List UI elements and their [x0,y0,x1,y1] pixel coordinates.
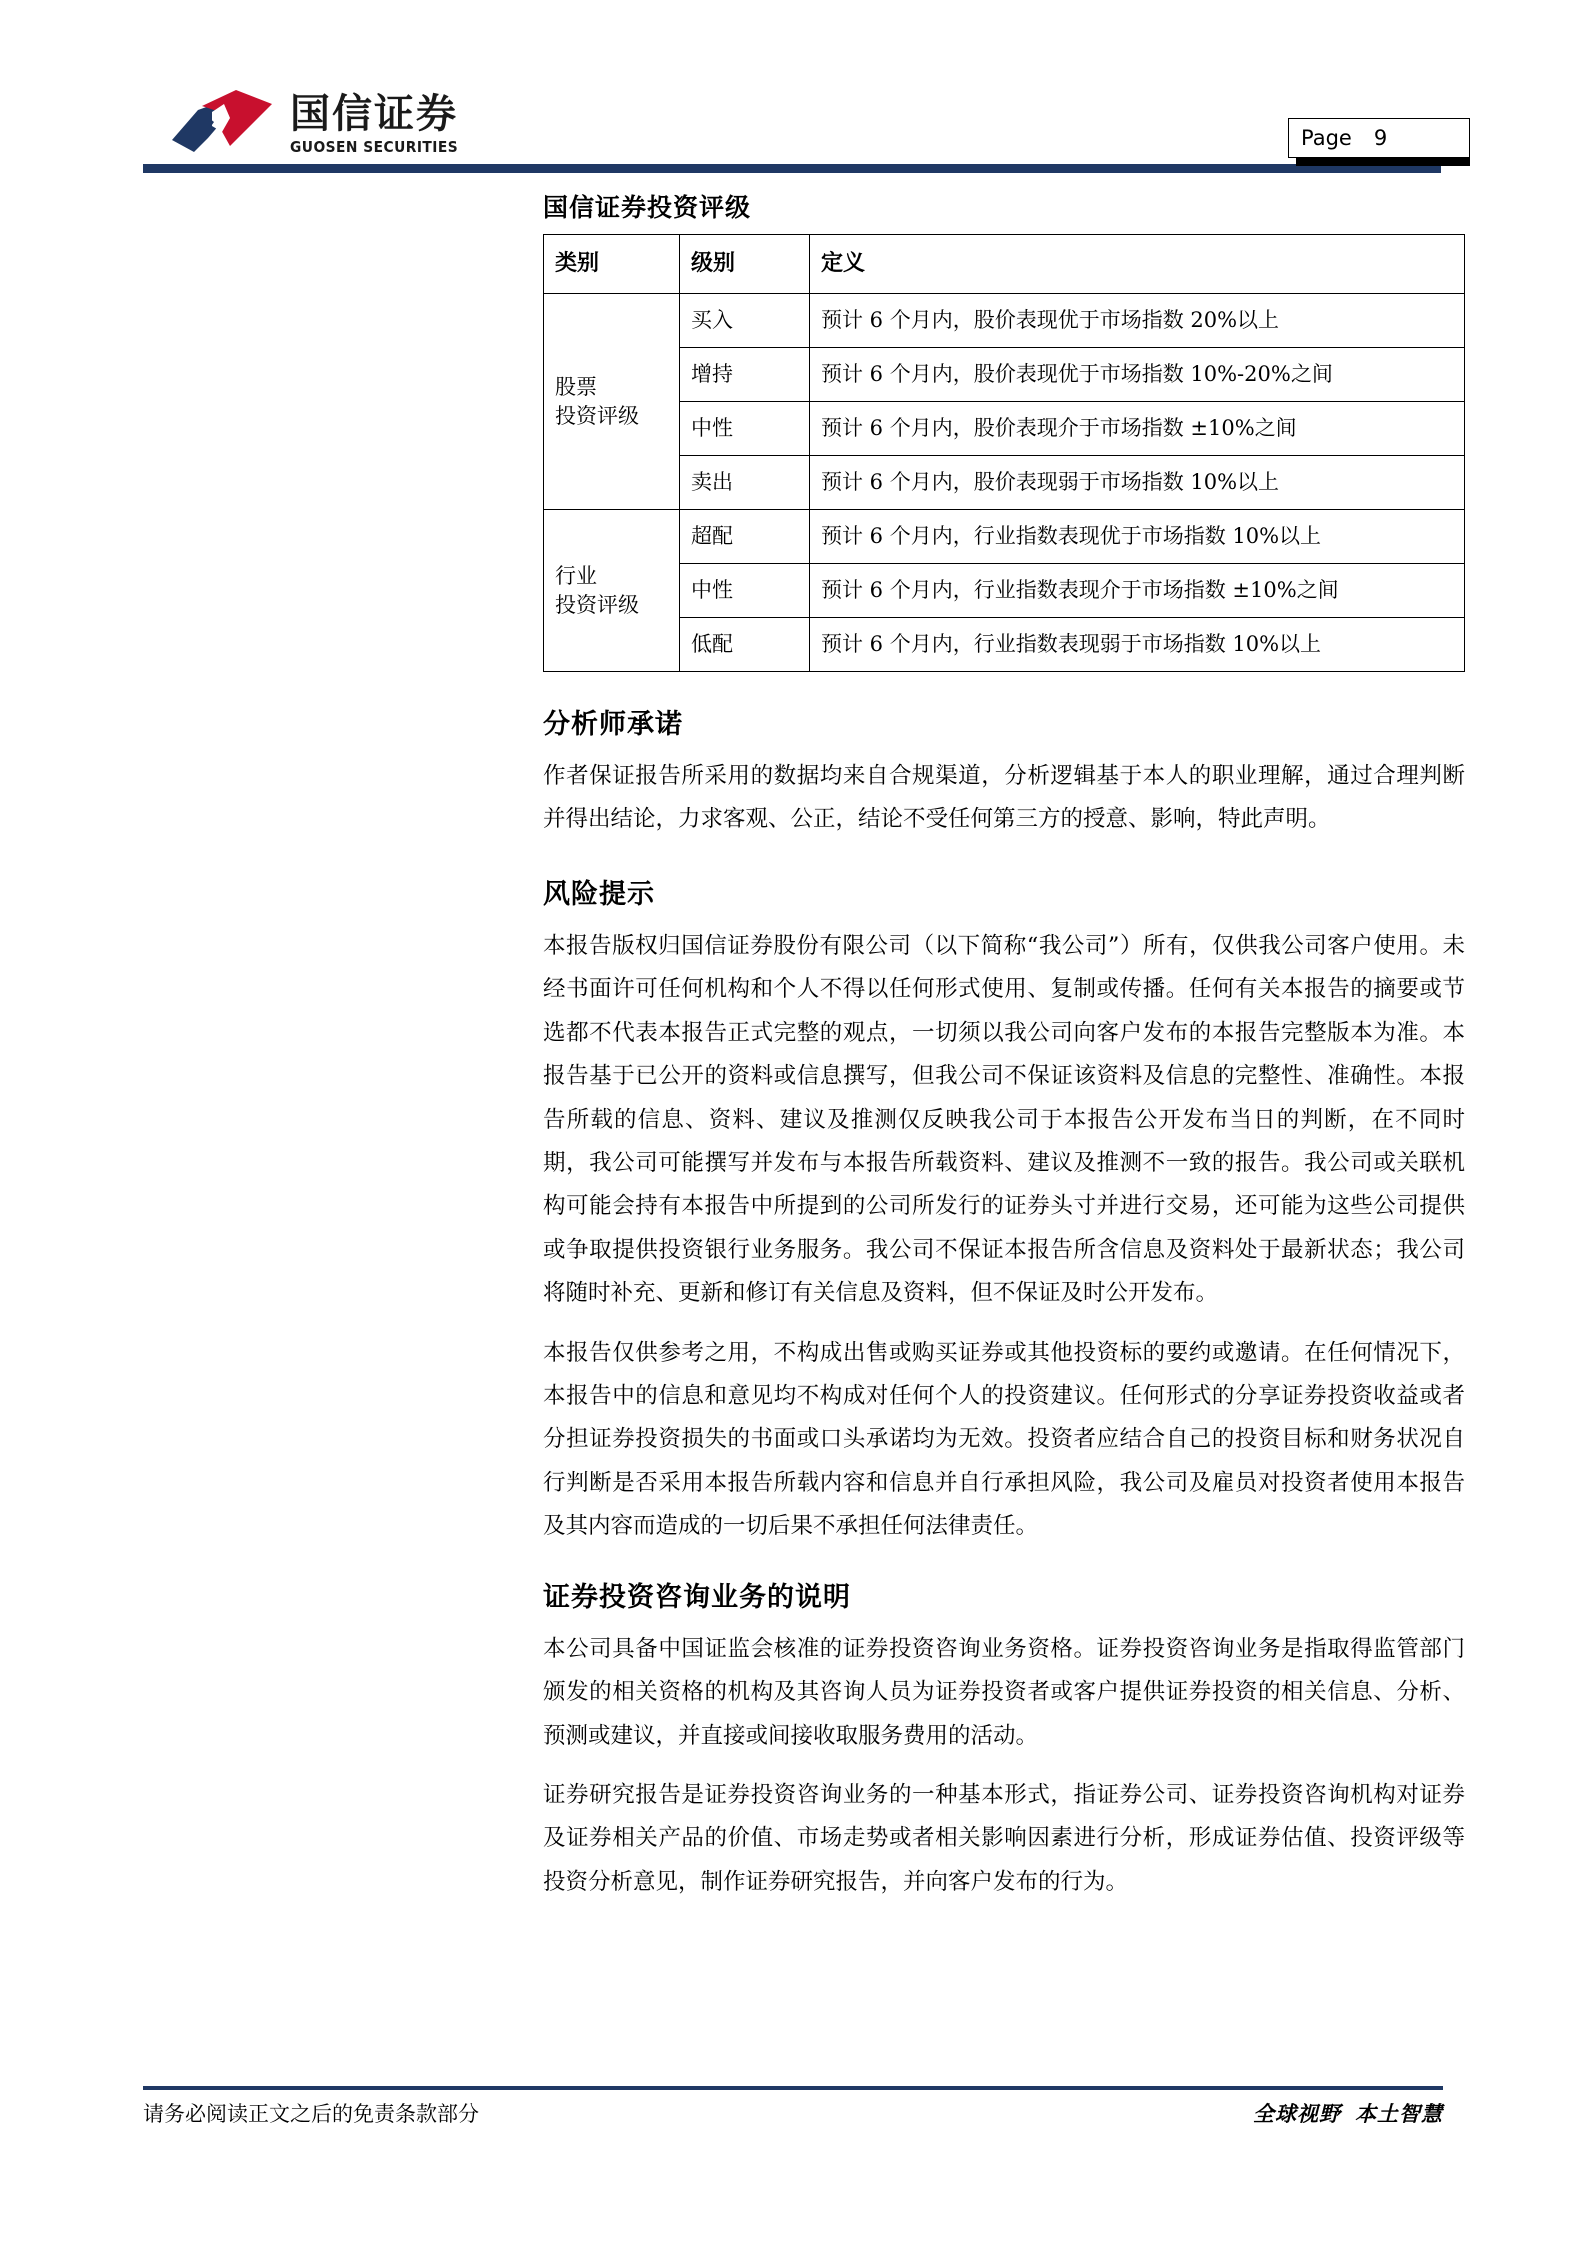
logo-wordmark [290,93,473,158]
level-cell: 超配 [680,510,810,564]
definition-cell: 预计 6 个月内，行业指数表现弱于市场指数 10%以上 [810,618,1465,672]
level-cell: 中性 [680,402,810,456]
column-header-level: 级别 [680,235,810,294]
level-cell: 中性 [680,564,810,618]
page-number-badge [1288,118,1470,158]
category-line-2: 投资评级 [555,592,639,617]
definition-cell: 预计 6 个月内，股价表现弱于市场指数 10%以上 [810,456,1465,510]
level-cell: 低配 [680,618,810,672]
table-row [544,564,1465,618]
page-number: 9 [1373,126,1388,150]
rating-table-title: 国信证券投资评级 [543,193,752,222]
table-row [544,294,1465,348]
page-footer [143,2098,1443,2128]
footer-slogan [1253,2098,1443,2128]
table-row [544,402,1465,456]
level-cell: 增持 [680,348,810,402]
footer-divider [143,2086,1443,2090]
table-row [544,510,1465,564]
investment-rating-table [543,234,1465,672]
footer-disclaimer-text: 请务必阅读正文之后的免责条款部分 [143,2102,479,2126]
page-badge-shadow [1296,158,1470,166]
advisory-business-paragraph-1: 本公司具备中国证监会核准的证券投资咨询业务资格。证券投资咨询业务是指取得监管部门颁发的相关资格的机构及其咨询人员为证券投资者或客户提供证券投资的相关信息、分析、预测或建议，并直接或间接收取服务费用的活动。 [543,1635,1465,1749]
risk-notice-paragraph-1: 本报告版权归国信证券股份有限公司（以下简称“我公司”）所有，仅供我公司客户使用。未经书面许可任何机构和个人不得以任何形式使用、复制或传播。任何有关本报告的摘要或节选都不代表本报告正式完整的观点，一切须以我公司向客户发布的本报告完整版本为准。本报告基于已公开的资料或信息撰写，但我公司不保证该资料及信息的完整性、准确性。本报告所载的信息、资料、建议及推测仅反映我公司于本报告公开发布当日的判断，在不同时期，我公司可能撰写并发布与本报告所载资料、建议及推测不一致的报告。我公司或关联机构可能会持有本报告中所提到的公司所发行的证券头寸并进行交易，还可能为这些公司提供或争取提供投资银行业务服务。我公司不保证本报告所含信息及资料处于最新状态；我公司将随时补充、更新和修订有关信息及资料，但不保证及时公开发布。 [543,932,1465,1307]
section-heading-analyst-commitment: 分析师承诺 [543,709,683,740]
category-industry-rating [544,510,680,672]
page-content [543,188,1465,1920]
definition-cell: 预计 6 个月内，股价表现优于市场指数 10%-20%之间 [810,348,1465,402]
section-heading-risk-notice: 风险提示 [543,878,655,910]
table-row [544,456,1465,510]
definition-cell: 预计 6 个月内，股价表现优于市场指数 20%以上 [810,294,1465,348]
category-line-1: 股票 [555,375,597,400]
analyst-commitment-paragraph: 作者保证报告所采用的数据均来自合规渠道，分析逻辑基于本人的职业理解，通过合理判断并得出结论，力求客观、公正，结论不受任何第三方的授意、影响，特此声明。 [543,763,1465,833]
level-cell: 卖出 [680,456,810,510]
footer-slogan-part-2: 本土智慧 [1355,2101,1443,2126]
section-heading-advisory-business: 证券投资咨询业务的说明 [543,1581,851,1613]
category-line-1: 行业 [555,564,597,589]
table-header-row [544,235,1465,294]
category-line-2: 投资评级 [555,403,639,428]
footer-slogan-part-1: 全球视野 [1253,2101,1341,2126]
risk-notice-paragraph-2: 本报告仅供参考之用，不构成出售或购买证券或其他投资标的要约或邀请。在任何情况下，本报告中的信息和意见均不构成对任何个人的投资建议。任何形式的分享证券投资收益或者分担证券投资损失的书面或口头承诺均为无效。投资者应结合自己的投资目标和财务状况自行判断是否采用本报告所载内容和信息并自行承担风险，我公司及雇员对投资者使用本报告及其内容而造成的一切后果不承担任何法律责任。 [543,1339,1465,1540]
column-header-definition: 定义 [810,235,1465,294]
category-stock-rating [544,294,680,510]
guosen-logo-icon [168,84,276,158]
definition-cell: 预计 6 个月内，股价表现介于市场指数 ±10%之间 [810,402,1465,456]
logo-english-name: GUOSEN SECURITIES [290,138,459,156]
definition-cell: 预计 6 个月内，行业指数表现优于市场指数 10%以上 [810,510,1465,564]
advisory-business-paragraph-2: 证券研究报告是证券投资咨询业务的一种基本形式，指证券公司、证券投资咨询机构对证券及证券相关产品的价值、市场走势或者相关影响因素进行分析，形成证券估值、投资评级等投资分析意见，制作证券研究报告，并向客户发布的行为。 [543,1782,1465,1895]
level-cell: 买入 [680,294,810,348]
column-header-category: 类别 [544,235,680,294]
logo-chinese-name: 国信证券 [290,91,458,137]
page-header [0,0,1586,178]
header-divider [143,164,1441,173]
definition-cell: 预计 6 个月内，行业指数表现介于市场指数 ±10%之间 [810,564,1465,618]
table-row [544,348,1465,402]
page-label: Page [1301,126,1352,150]
table-row [544,618,1465,672]
company-logo [168,84,473,158]
